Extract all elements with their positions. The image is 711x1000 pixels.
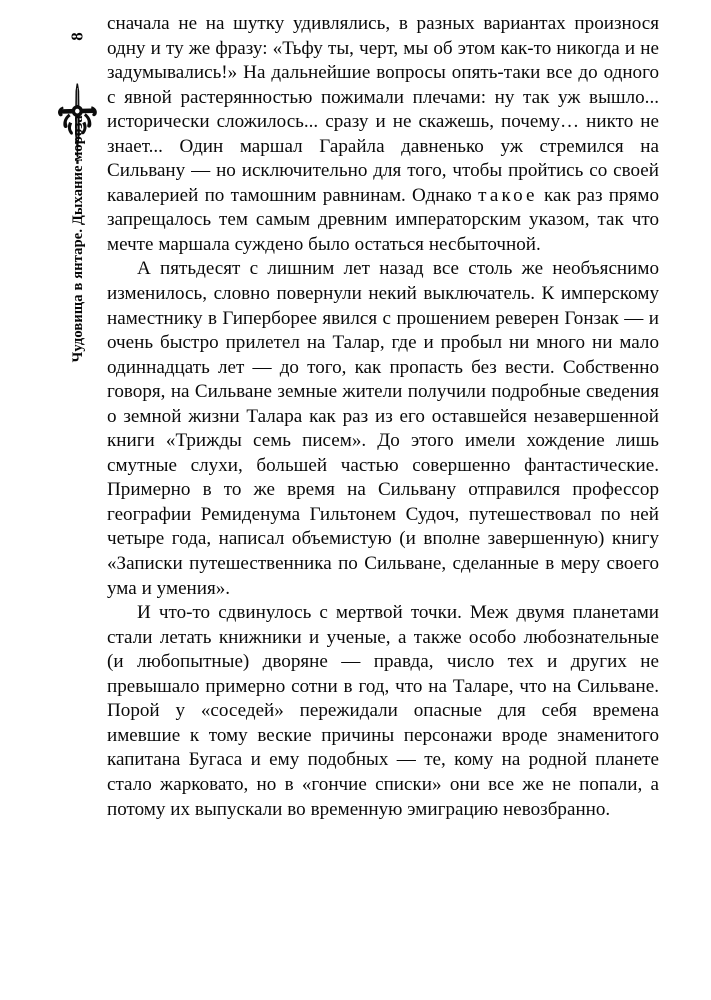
page-number: 8 [67, 32, 87, 41]
emphasized-text: такое [478, 184, 538, 206]
paragraph: сначала не на шутку удивлялись, в разных вариантах произнося одну и ту же фразу: «Тьфу ты, черт, мы об этом как-то никогда и не задумывались!» На дальнейшие вопросы опять-таки все до одного с явной растерянностью пожимали плечами: ну так уж вышло... исторически сложилось... сразу и не скажешь, почему… никто не знает... Один маршал Гарайла давненько уж стремился на Сильвану — но исключительно для того, чтобы пройтись со своей кавалерией по тамошним равнинам. Однако такое как раз прямо запрещалось тем самым древним императорским указом, так что мечте маршала суждено было остаться несбыточной. [107, 13, 659, 255]
running-title: Чудовища в янтаре. Дыхание мороза [69, 115, 86, 363]
body-text-block [107, 12, 659, 822]
page-margin-column [52, 10, 102, 590]
paragraph: А пятьдесят с лишним лет назад все столь же необъяснимо изменилось, словно повернули некий выключатель. К имперскому наместнику в Гиперборее явился с прошением реверен Гонзак — и очень быстро прилетел на Талар, где и пробыл ни много ни мало одиннадцать лет — до того, как пропасть без вести. Собственно говоря, на Сильване земные жители получили подробные сведения о земной жизни Талара как раз из его оставшейся незавершенной книги «Трижды семь писем». До этого имели хождение лишь смутные слухи, большей частью совершенно фантастические. Примерно в то же время на Сильвану отправился профессор географии Ремиденума Гильтонем Судоч, путешествовал по ней четыре года, написал объемистую (и вполне завершенную) книгу «Записки путешественника по Сильване, сделанные в меру своего ума и умения». [107, 258, 659, 599]
paragraph: И что-то сдвинулось с мертвой точки. Меж двумя планетами стали летать книжники и ученые, а также особо любознательные (и любопытные) дворяне — правда, число тех и других не превышало примерно сотни в год, что на Таларе, что на Сильване. Порой у «соседей» пережидали опасные для себя времена имевшие к тому веские причины персонажи вроде знаменитого капитана Бугаса и ему подобных — те, кому на родной планете стало жарковато, но в «гончие списки» они все же не попали, а потому их выпускали во временную эмиграцию невозбранно. [107, 602, 659, 820]
